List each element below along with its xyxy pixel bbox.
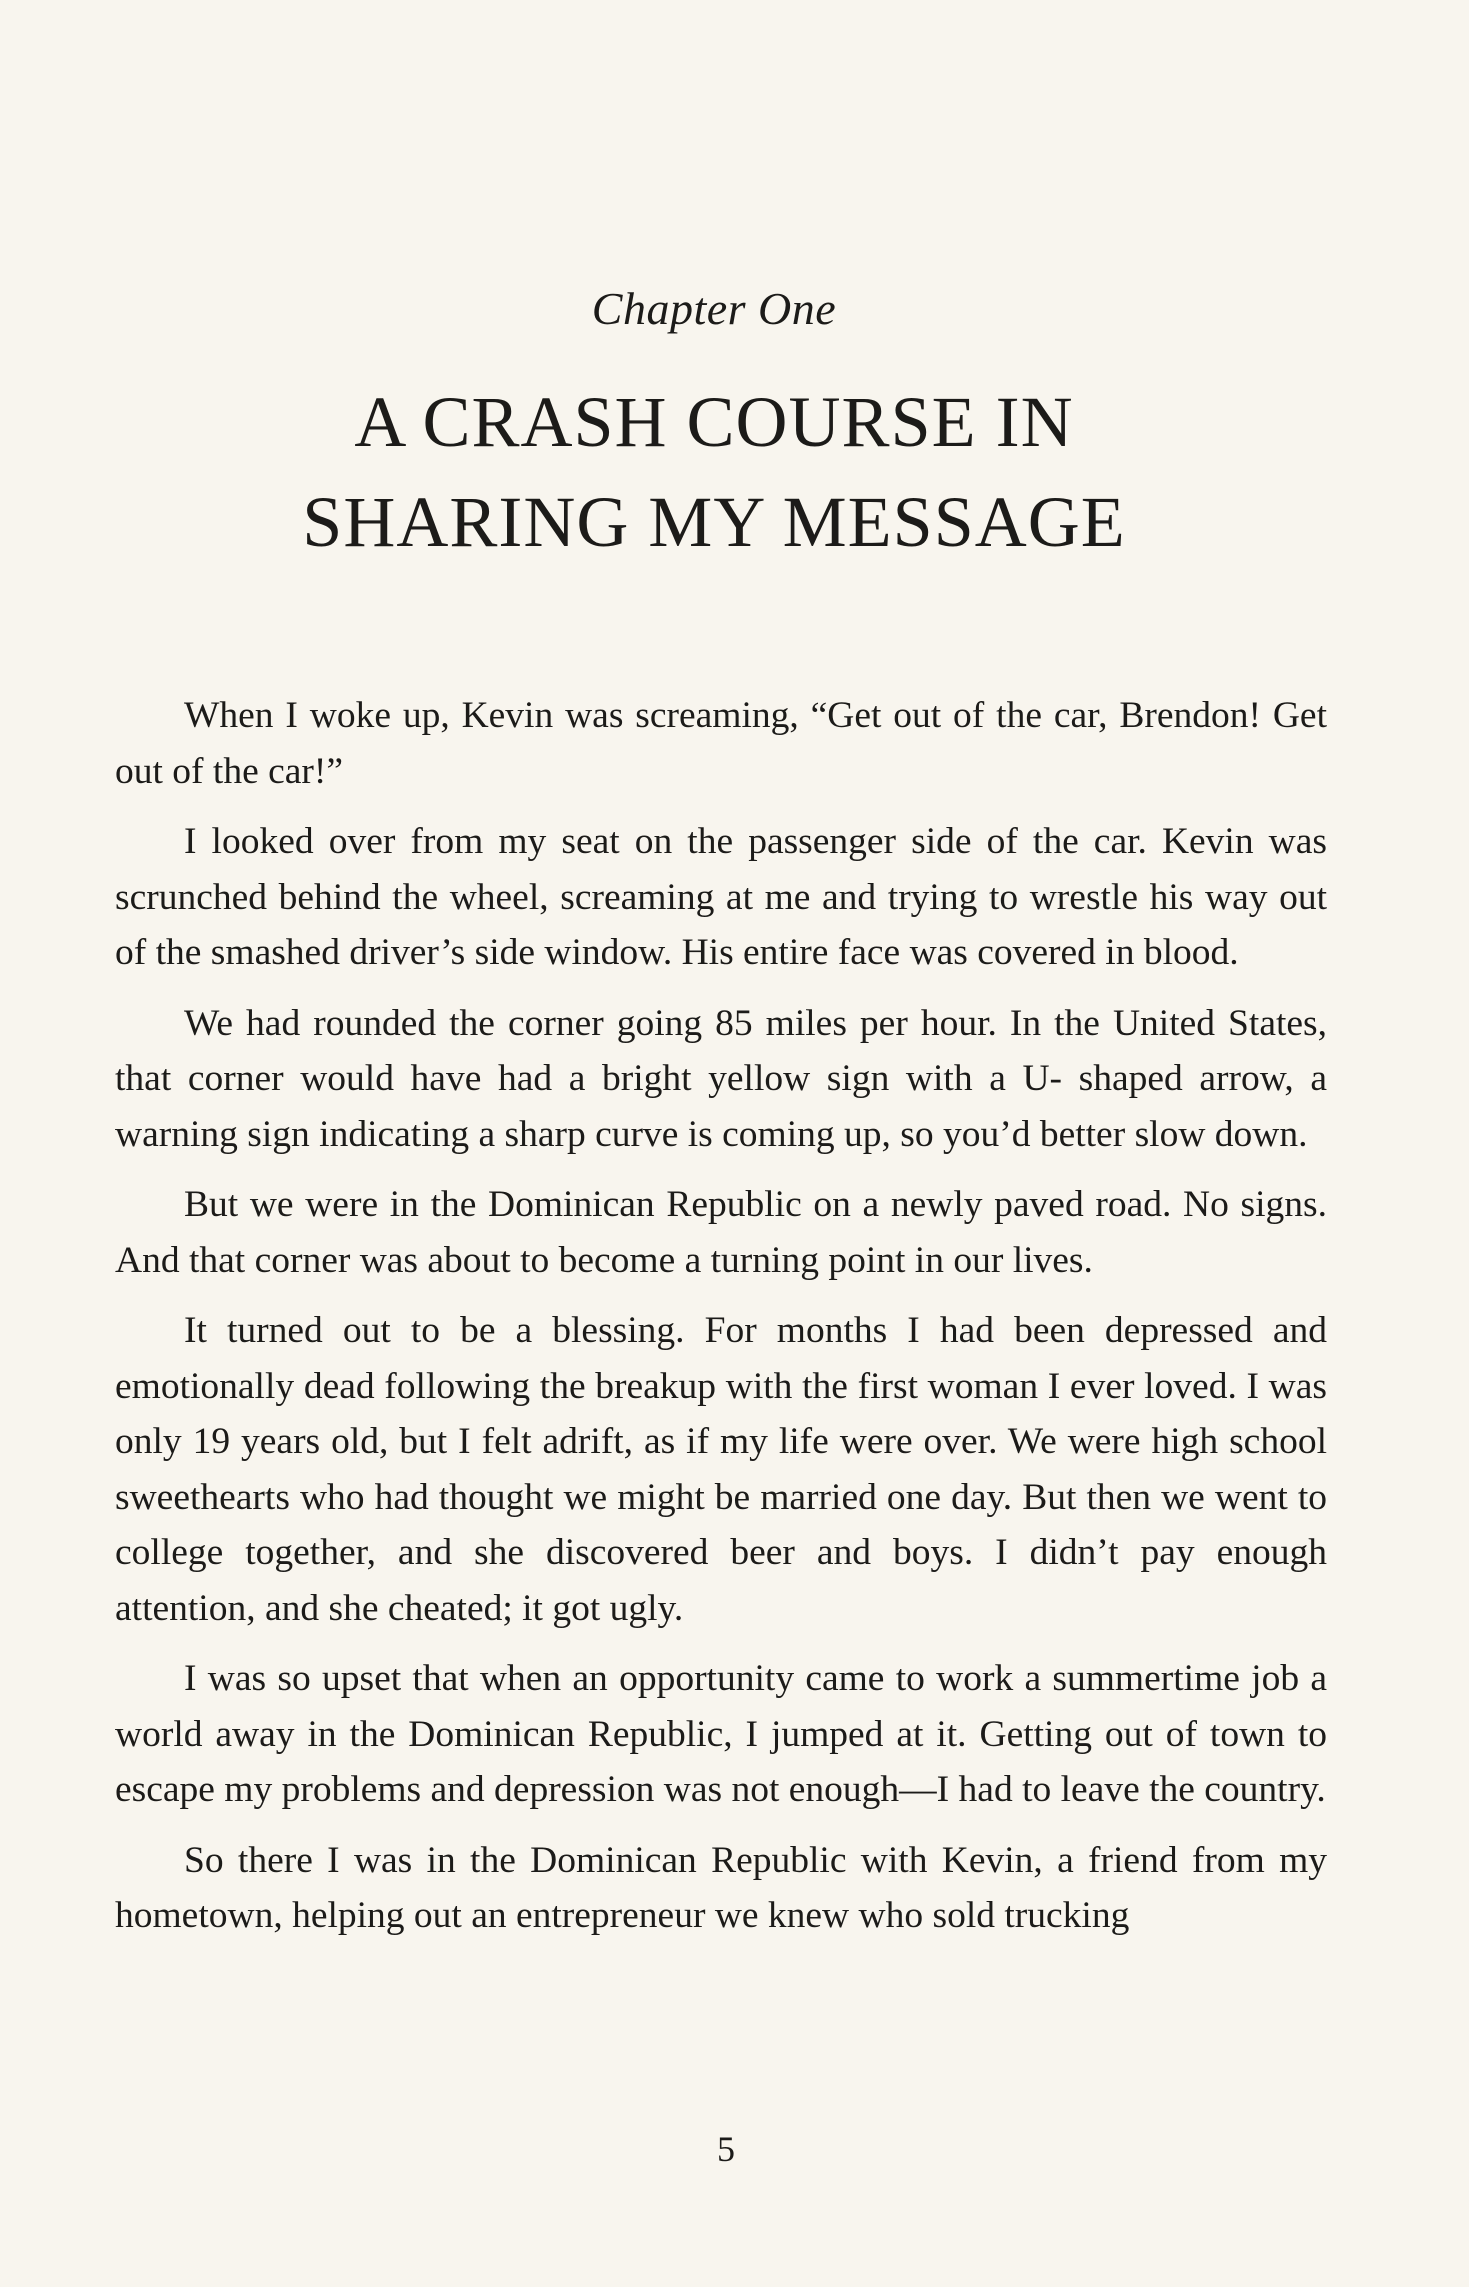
body-text bbox=[115, 688, 1327, 1959]
paragraph: We had rounded the corner going 85 miles per hour. In the United States, that corner would have had a bright yellow sign with a U- shaped arrow, a warning sign indicating a sharp curve is coming up, so you’d better slow down. bbox=[115, 1002, 1327, 1155]
paragraph: But we were in the Dominican Republic on a newly paved road. No signs. And that corner was about to become a turning point in our lives. bbox=[115, 1184, 1327, 1281]
paragraph: When I woke up, Kevin was screaming, “Get out of the car, Brendon! Get out of the car!” bbox=[115, 695, 1327, 792]
chapter-title-line-1: A CRASH COURSE IN bbox=[354, 382, 1074, 462]
chapter-label: Chapter One bbox=[591, 283, 837, 334]
page-number: 5 bbox=[717, 2129, 735, 2169]
chapter-title bbox=[0, 372, 1428, 572]
paragraph: I was so upset that when an opportunity came to work a summertime job a world away in the Dominican Republic, I jumped at it. Getting out of town to escape my problems and depression was not enough—I had to leave the country. bbox=[115, 1658, 1327, 1810]
paragraph: It turned out to be a blessing. For months I had been depressed and emotionally dead following the breakup with the first woman I ever loved. I was only 19 years old, but I felt adrift, as if my life were over. We were high school sweethearts who had thought we might be married one day. But then we went to college together, and she discovered beer and boys. I didn’t pay enough attention, and she cheated; it got ugly. bbox=[115, 1310, 1327, 1629]
chapter-title-line-2: SHARING MY MESSAGE bbox=[302, 482, 1126, 562]
paragraph: I looked over from my seat on the passenger side of the car. Kevin was scrunched behind the wheel, screaming at me and trying to wrestle his way out of the smashed driver’s side window. His entire face was covered in blood. bbox=[115, 821, 1327, 973]
paragraph: So there I was in the Dominican Republic with Kevin, a friend from my hometown, helping out an entrepreneur we knew who sold trucking bbox=[115, 1839, 1327, 1936]
